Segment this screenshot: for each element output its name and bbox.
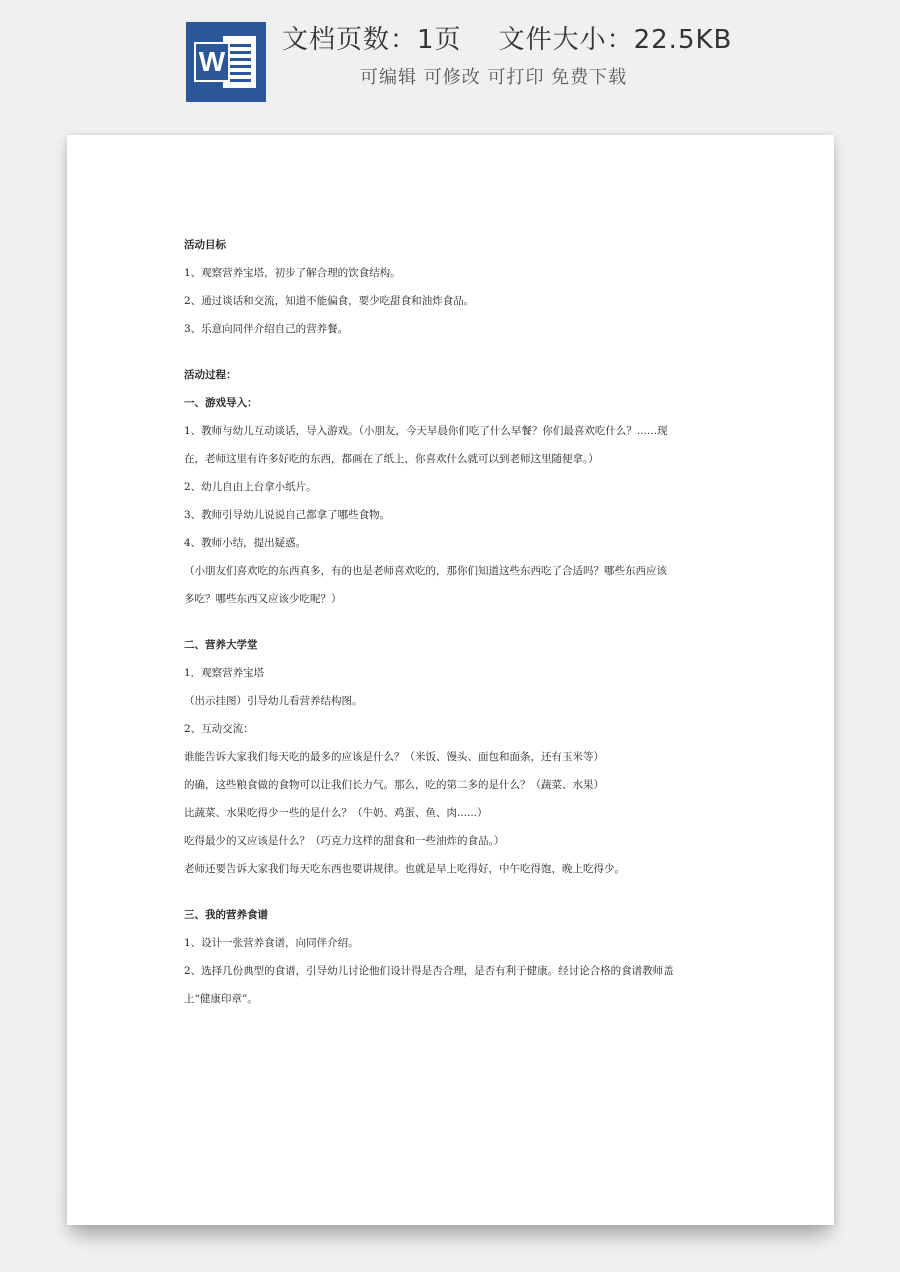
document-info-title: 文档页数：1页 文件大小：22.5KB xyxy=(282,25,733,55)
word-letter-icon: W xyxy=(194,42,230,82)
paragraph-line: （出示挂图）引导幼儿看营养结构图。 xyxy=(184,695,363,707)
paragraph-line: 谁能告诉大家我们每天吃的最多的应该是什么？（米饭、馒头、面包和面条，还有玉米等） xyxy=(184,751,604,763)
section-gap xyxy=(184,343,724,361)
paragraph-line: 2、选择几份典型的食谱，引导幼儿讨论他们设计得是否合理，是否有利于健康。经讨论合格的食谱教师盖 xyxy=(184,965,674,977)
paragraph-line: 上“健康印章”。 xyxy=(184,993,258,1005)
paragraph-line: 1、观察营养宝塔，初步了解合理的饮食结构。 xyxy=(184,267,401,279)
paragraph-line: 多吃？哪些东西又应该少吃呢？） xyxy=(184,593,342,605)
paragraph-line: 吃得最少的又应该是什么？（巧克力这样的甜食和一些油炸的食品。） xyxy=(184,835,505,847)
section-heading: 一、游戏导入： xyxy=(184,397,258,409)
paragraph-line: 4、教师小结，提出疑惑。 xyxy=(184,537,307,549)
download-header xyxy=(0,0,900,120)
section-heading: 三、我的营养食谱 xyxy=(184,909,268,921)
word-document-icon xyxy=(186,22,266,102)
paragraph-line: 老师还要告诉大家我们每天吃东西也要讲规律。也就是早上吃得好，中午吃得饱，晚上吃得少。 xyxy=(184,863,625,875)
paragraph-line: 2、通过谈话和交流，知道不能偏食，要少吃甜食和油炸食品。 xyxy=(184,295,475,307)
section-gap xyxy=(184,883,724,901)
section-heading: 活动过程： xyxy=(184,369,237,381)
paragraph-line: 2、互动交流： xyxy=(184,723,254,735)
document-features-subtitle: 可编辑 可修改 可打印 免费下载 xyxy=(360,67,628,88)
paragraph-line: 比蔬菜、水果吃得少一些的是什么？（牛奶、鸡蛋、鱼、肉......） xyxy=(184,807,488,819)
paragraph-line: 的确，这些粮食做的食物可以让我们长力气。那么，吃的第二多的是什么？（蔬菜、水果） xyxy=(184,779,604,791)
section-heading: 活动目标 xyxy=(184,239,226,251)
document-body xyxy=(184,231,724,1013)
paragraph-line: 1、设计一张营养食谱，向同伴介绍。 xyxy=(184,937,359,949)
paragraph-line: （小朋友们喜欢吃的东西真多，有的也是老师喜欢吃的，那你们知道这些东西吃了合适吗？哪些东西应该 xyxy=(184,565,667,577)
paragraph-line: 1、教师与幼儿互动谈话，导入游戏。（小朋友，今天早晨你们吃了什么早餐？你们最喜欢吃什么？......现 xyxy=(184,425,668,437)
paragraph-line: 2、幼儿自由上台拿小纸片。 xyxy=(184,481,317,493)
paragraph-line: 3、教师引导幼儿说说自己都拿了哪些食物。 xyxy=(184,509,391,521)
paragraph-line: 在，老师这里有许多好吃的东西，都画在了纸上，你喜欢什么就可以到老师这里随便拿。） xyxy=(184,453,599,465)
section-heading: 二、营养大学堂 xyxy=(184,639,258,651)
document-page xyxy=(67,135,834,1225)
paragraph-line: 3、乐意向同伴介绍自己的营养餐。 xyxy=(184,323,349,335)
section-gap xyxy=(184,613,724,631)
paragraph-line: 1．观察营养宝塔 xyxy=(184,667,265,679)
